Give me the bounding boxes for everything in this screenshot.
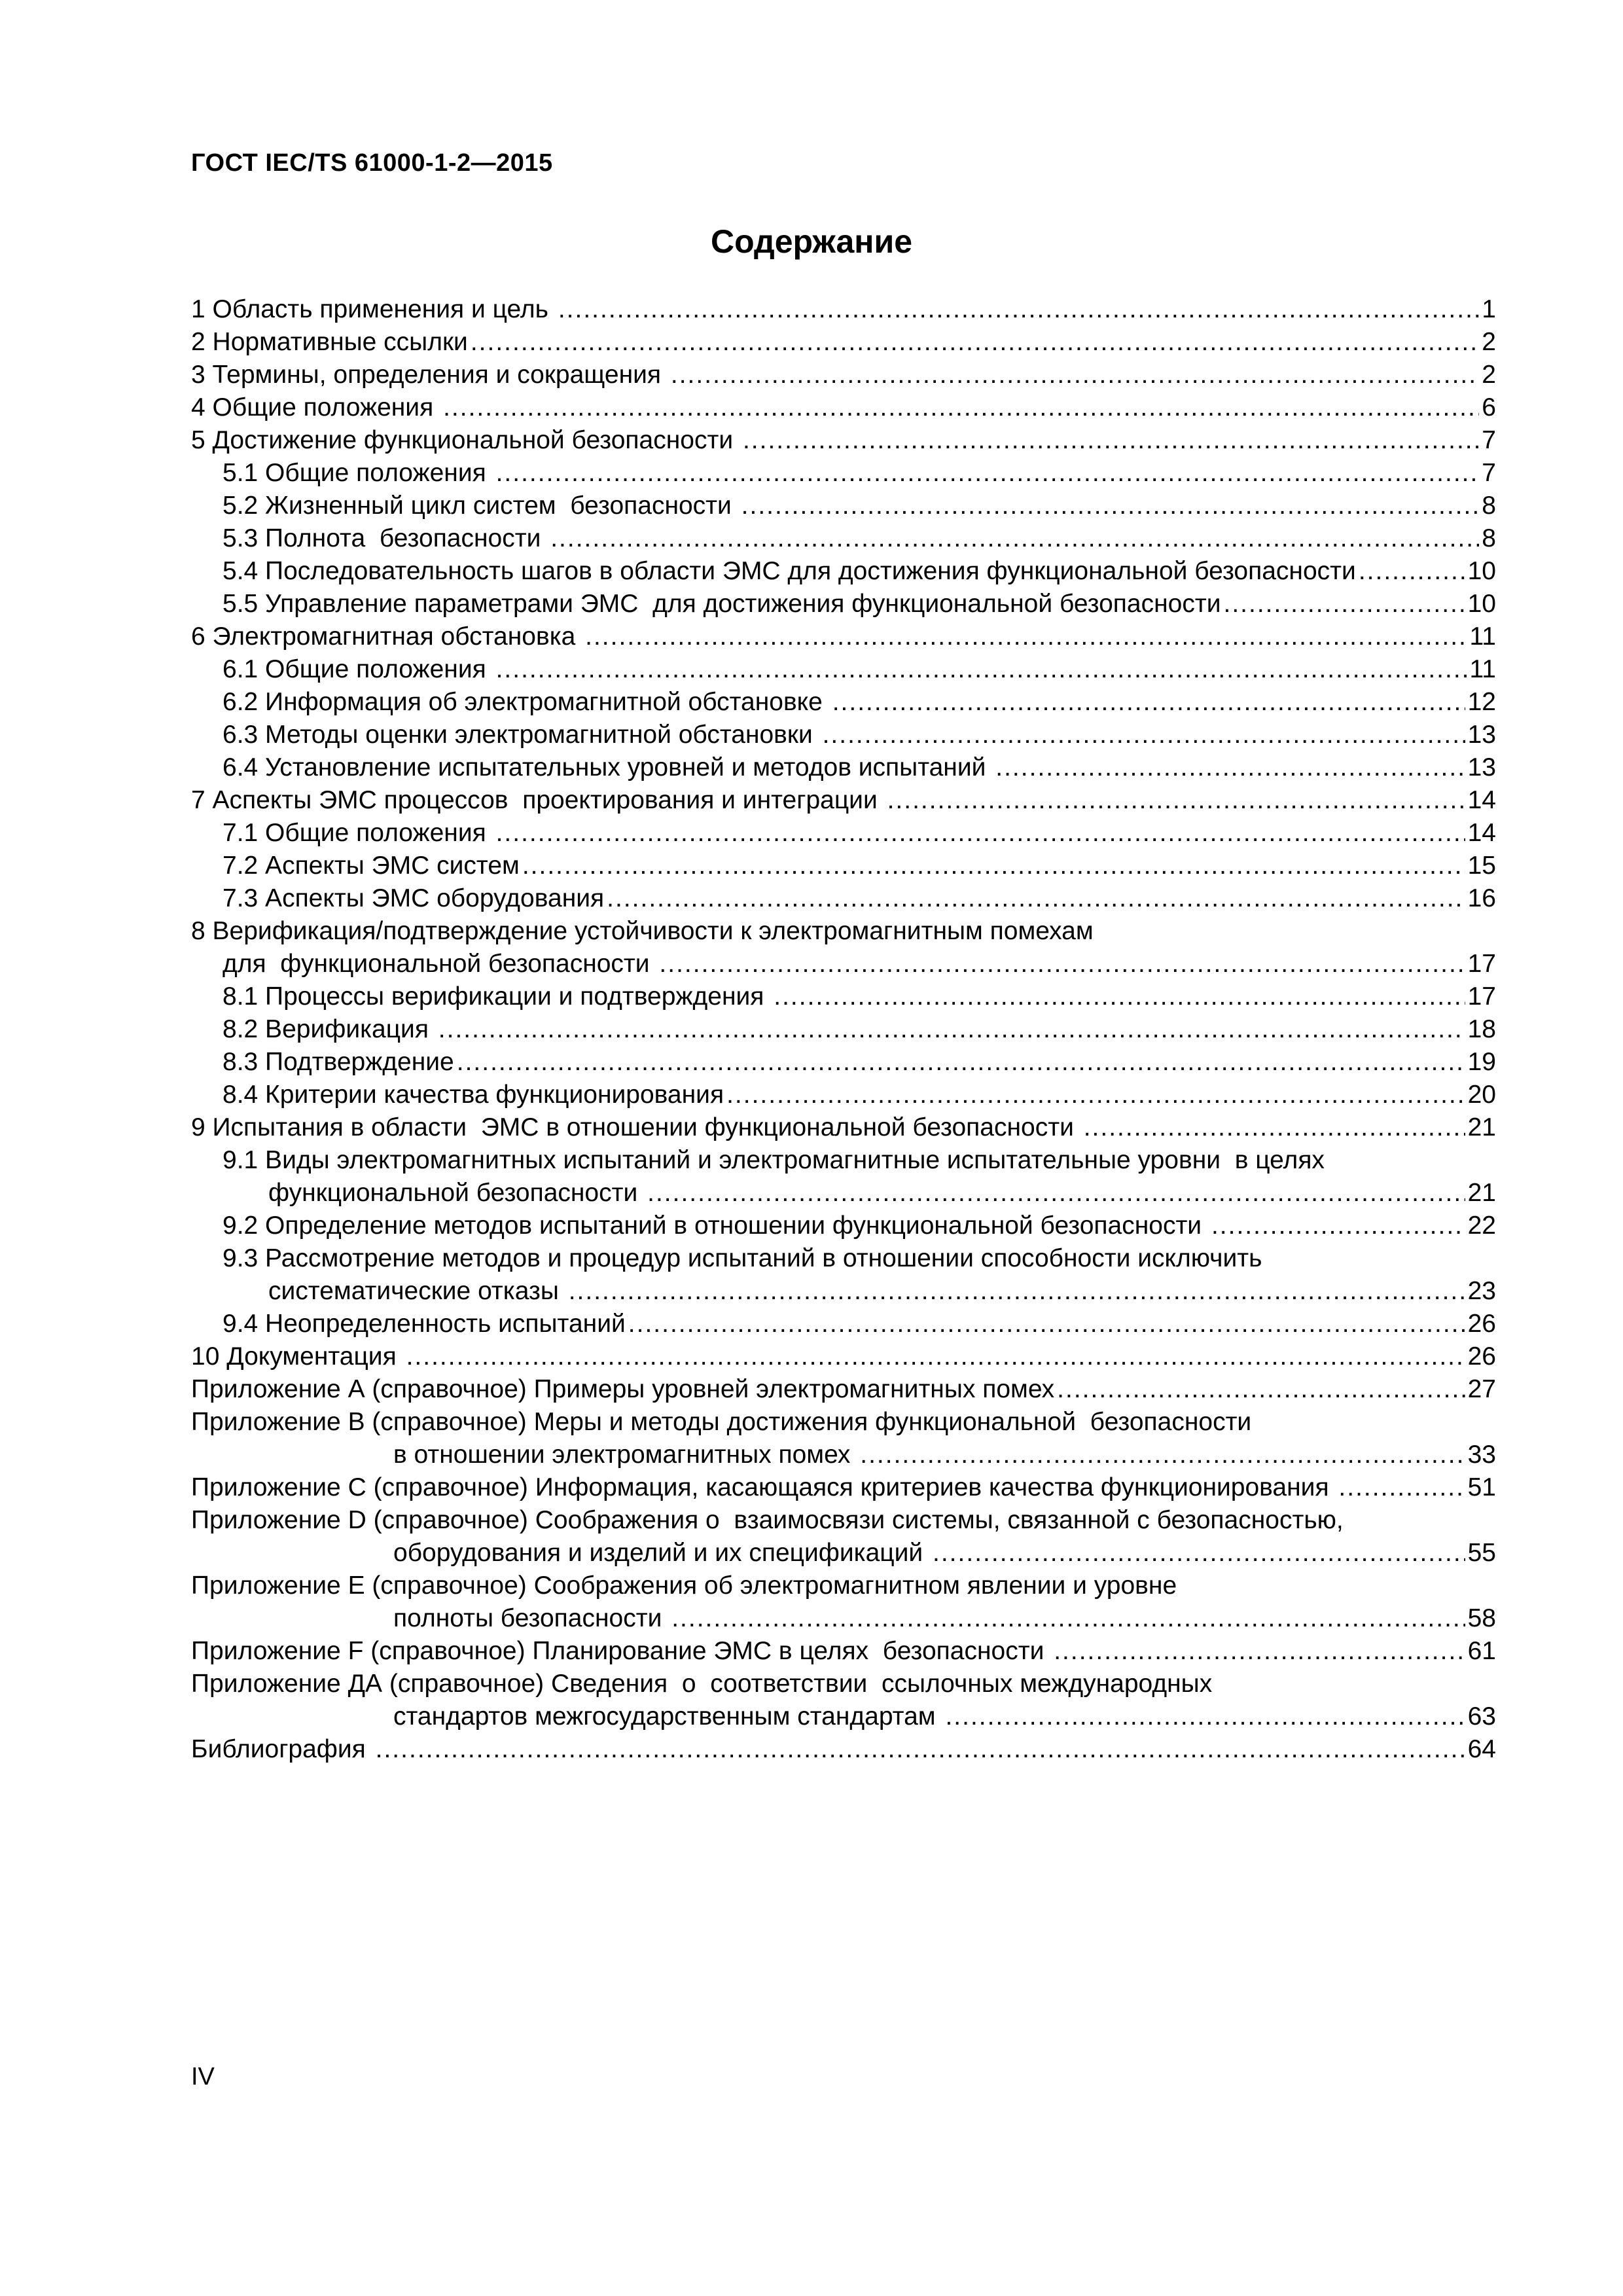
toc-entry-title: 7.1 Общие положения xyxy=(223,819,493,847)
toc-entry-title: в отношении электромагнитных помех xyxy=(393,1441,858,1469)
toc-dot-leader xyxy=(671,359,1479,391)
toc-entry-title: 9.1 Виды электромагнитных испытаний и электромагнитные испытательные уровни в целях xyxy=(223,1146,1325,1174)
toc-entry[interactable] xyxy=(191,719,1496,751)
toc-entry-title: 6.1 Общие положения xyxy=(223,655,493,683)
toc-entry-page: 14 xyxy=(1467,819,1496,847)
toc-dot-leader xyxy=(471,326,1479,359)
toc-entry[interactable] xyxy=(191,522,1496,555)
toc-entry[interactable] xyxy=(191,1046,1496,1079)
toc-dot-leader xyxy=(726,1079,1465,1111)
toc-entry-title: 5.5 Управление параметрами ЭМС для достижения функциональной безопасности xyxy=(223,590,1221,618)
toc-dot-leader xyxy=(496,457,1480,490)
toc-entry-title: 8.3 Подтверждение xyxy=(223,1048,454,1076)
toc-entry[interactable] xyxy=(191,1275,1496,1308)
toc-entry[interactable] xyxy=(191,1373,1496,1406)
toc-entry[interactable] xyxy=(191,1733,1496,1766)
toc-entry-page: 23 xyxy=(1467,1277,1496,1305)
toc-entry[interactable] xyxy=(191,1340,1496,1373)
toc-entry[interactable] xyxy=(191,850,1496,882)
page-number: IV xyxy=(191,2063,215,2090)
toc-entry[interactable] xyxy=(191,293,1496,326)
toc-entry-page: 7 xyxy=(1482,426,1496,454)
toc-dot-leader xyxy=(741,490,1480,522)
toc-dot-leader xyxy=(659,948,1465,980)
toc-entry-page: 51 xyxy=(1467,1473,1496,1501)
toc-entry-title: 5.3 Полнота безопасности xyxy=(223,524,548,552)
toc-entry-title: систематические отказы xyxy=(268,1277,566,1305)
toc-entry[interactable] xyxy=(191,555,1496,588)
toc-entry-page: 2 xyxy=(1482,361,1496,389)
toc-entry-page: 26 xyxy=(1467,1342,1496,1371)
toc-entry-title: 1 Область применения и цель xyxy=(191,295,556,323)
toc-entry-title: 7 Аспекты ЭМС процессов проектирования и интеграции xyxy=(191,786,885,814)
toc-entry-title: 5.4 Последовательность шагов в области ЭМС для достижения функциональной безопасности xyxy=(223,557,1356,585)
toc-entry-page: 10 xyxy=(1467,557,1496,585)
toc-entry-page: 14 xyxy=(1467,786,1496,814)
toc-entry[interactable] xyxy=(191,457,1496,490)
toc-entry-title: 6.2 Информация об электромагнитной обстановке xyxy=(223,688,830,716)
toc-dot-leader xyxy=(1084,1111,1465,1144)
toc-entry-title: 6 Электромагнитная обстановка xyxy=(191,622,583,651)
toc-dot-leader xyxy=(671,1602,1465,1635)
toc-entry-title: 4 Общие положения xyxy=(191,393,441,422)
toc-entry-title: оборудования и изделий и их спецификаций xyxy=(393,1539,931,1567)
toc-entry-title: 6.3 Методы оценки электромагнитной обстановки xyxy=(223,721,820,749)
toc-entry[interactable] xyxy=(191,490,1496,522)
toc-entry-title: 9.4 Неопределенность испытаний xyxy=(223,1310,626,1338)
toc-entry[interactable] xyxy=(191,1602,1496,1635)
toc-entry[interactable] xyxy=(191,1111,1496,1144)
toc-entry[interactable] xyxy=(191,1504,1496,1537)
toc-entry-page: 6 xyxy=(1482,393,1496,422)
toc-entry-page: 8 xyxy=(1482,524,1496,552)
toc-entry-title: Приложение С (справочное) Информация, касающаяся критериев качества функционирования xyxy=(191,1473,1336,1501)
page-title: Содержание xyxy=(710,223,913,260)
toc-dot-leader xyxy=(1224,588,1465,620)
toc-entry-page: 18 xyxy=(1467,1015,1496,1043)
table-of-contents xyxy=(191,293,1496,1766)
toc-entry[interactable] xyxy=(191,686,1496,719)
toc-dot-leader xyxy=(585,620,1467,653)
toc-entry-page: 20 xyxy=(1467,1081,1496,1109)
toc-entry[interactable] xyxy=(191,948,1496,980)
toc-entry-title: полноты безопасности xyxy=(393,1604,669,1632)
toc-entry[interactable] xyxy=(191,751,1496,784)
toc-entry-title: 9.2 Определение методов испытаний в отношении функциональной безопасности xyxy=(223,1211,1209,1240)
toc-entry-page: 13 xyxy=(1467,721,1496,749)
toc-entry[interactable] xyxy=(191,1210,1496,1242)
toc-entry-title: 8 Верификация/подтверждение устойчивости к электромагнитным помехам xyxy=(191,917,1094,945)
toc-entry-page: 17 xyxy=(1467,982,1496,1011)
toc-entry-title: стандартов межгосударственным стандартам xyxy=(393,1702,943,1731)
toc-entry-title: 9 Испытания в области ЭМС в отношении функциональной безопасности xyxy=(191,1113,1081,1141)
toc-entry-title: 5.2 Жизненный цикл систем безопасности xyxy=(223,492,739,520)
toc-entry-title: 9.3 Рассмотрение методов и процедур испытаний в отношении способности исключить xyxy=(223,1244,1262,1272)
toc-entry-page: 17 xyxy=(1467,950,1496,978)
toc-dot-leader xyxy=(1057,1373,1465,1406)
toc-dot-leader xyxy=(647,1177,1465,1210)
toc-entry[interactable] xyxy=(191,817,1496,850)
toc-dot-leader xyxy=(438,1013,1465,1046)
toc-entry-title: функциональной безопасности xyxy=(268,1179,645,1207)
toc-entry-title: для функциональной безопасности xyxy=(223,950,657,978)
toc-entry-title: Приложение А (справочное) Примеры уровней электромагнитных помех xyxy=(191,1375,1055,1403)
toc-entry-title: 5 Достижение функциональной безопасности xyxy=(191,426,740,454)
toc-entry[interactable] xyxy=(191,588,1496,620)
toc-entry-page: 33 xyxy=(1467,1441,1496,1469)
toc-entry-title: 7.2 Аспекты ЭМС систем xyxy=(223,852,520,880)
toc-entry-page: 22 xyxy=(1467,1211,1496,1240)
toc-entry-title: 8.2 Верификация xyxy=(223,1015,436,1043)
toc-entry-title: Библиография xyxy=(191,1735,373,1763)
toc-entry-page: 21 xyxy=(1467,1179,1496,1207)
toc-dot-leader xyxy=(496,653,1467,686)
toc-dot-leader xyxy=(933,1537,1465,1570)
toc-dot-leader xyxy=(823,719,1465,751)
toc-dot-leader xyxy=(887,784,1465,817)
toc-dot-leader xyxy=(1338,1471,1465,1504)
toc-entry-title: 10 Документация xyxy=(191,1342,404,1371)
toc-dot-leader xyxy=(457,1046,1465,1079)
toc-entry-title: Приложение ДА (справочное) Сведения о соответствии ссылочных международных xyxy=(191,1670,1213,1698)
toc-entry[interactable] xyxy=(191,1242,1496,1275)
toc-entry[interactable] xyxy=(191,1013,1496,1046)
toc-entry-page: 64 xyxy=(1467,1735,1496,1763)
toc-entry[interactable] xyxy=(191,1668,1496,1700)
toc-entry[interactable] xyxy=(191,1471,1496,1504)
toc-entry[interactable] xyxy=(191,424,1496,457)
toc-entry[interactable] xyxy=(191,326,1496,359)
toc-entry-page: 2 xyxy=(1482,328,1496,356)
toc-entry[interactable] xyxy=(191,980,1496,1013)
toc-dot-leader xyxy=(743,424,1479,457)
toc-entry[interactable] xyxy=(191,620,1496,653)
toc-entry[interactable] xyxy=(191,1308,1496,1340)
toc-entry[interactable] xyxy=(191,882,1496,915)
toc-entry-page: 61 xyxy=(1467,1637,1496,1665)
toc-entry-page: 13 xyxy=(1467,753,1496,781)
toc-entry-page: 7 xyxy=(1482,459,1496,487)
toc-dot-leader xyxy=(522,850,1465,882)
toc-entry-page: 8 xyxy=(1482,492,1496,520)
toc-dot-leader xyxy=(607,882,1465,915)
toc-dot-leader xyxy=(1359,555,1465,588)
toc-entry-title: 8.1 Процессы верификации и подтверждения xyxy=(223,982,772,1011)
toc-entry-title: 7.3 Аспекты ЭМС оборудования xyxy=(223,884,605,912)
toc-entry-page: 58 xyxy=(1467,1604,1496,1632)
toc-entry-page: 12 xyxy=(1467,688,1496,716)
toc-entry-page: 16 xyxy=(1467,884,1496,912)
toc-entry[interactable] xyxy=(191,359,1496,391)
toc-dot-leader xyxy=(1054,1635,1465,1668)
toc-dot-leader xyxy=(1211,1210,1465,1242)
toc-dot-leader xyxy=(860,1439,1465,1471)
toc-entry-title: Приложение В (справочное) Меры и методы достижения функциональной безопасности xyxy=(191,1408,1252,1436)
toc-dot-leader xyxy=(443,391,1479,424)
toc-dot-leader xyxy=(496,817,1465,850)
toc-entry-page: 27 xyxy=(1467,1375,1496,1403)
toc-dot-leader xyxy=(945,1700,1465,1733)
document-code-header: ГОСТ IEC/TS 61000-1-2—2015 xyxy=(191,149,553,177)
toc-entry[interactable] xyxy=(191,391,1496,424)
toc-dot-leader xyxy=(550,522,1479,555)
toc-dot-leader xyxy=(832,686,1465,719)
toc-entry-page: 63 xyxy=(1467,1702,1496,1731)
toc-entry-page: 26 xyxy=(1467,1310,1496,1338)
toc-entry-title: Приложение D (справочное) Соображения о взаимосвязи системы, связанной с безопасностью, xyxy=(191,1506,1344,1534)
toc-entry-title: 5.1 Общие положения xyxy=(223,459,493,487)
toc-dot-leader xyxy=(376,1733,1465,1766)
toc-dot-leader xyxy=(569,1275,1465,1308)
toc-entry-page: 11 xyxy=(1469,655,1496,683)
toc-entry-title: 3 Термины, определения и сокращения xyxy=(191,361,668,389)
toc-entry-page: 55 xyxy=(1467,1539,1496,1567)
toc-entry[interactable] xyxy=(191,915,1496,948)
toc-entry-page: 11 xyxy=(1469,622,1496,651)
toc-dot-leader xyxy=(995,751,1465,784)
toc-entry-title: 2 Нормативные ссылки xyxy=(191,328,468,356)
toc-entry-page: 10 xyxy=(1467,590,1496,618)
toc-dot-leader xyxy=(628,1308,1465,1340)
toc-entry[interactable] xyxy=(191,1406,1496,1439)
toc-entry[interactable] xyxy=(191,1177,1496,1210)
toc-dot-leader xyxy=(774,980,1465,1013)
toc-entry[interactable] xyxy=(191,1144,1496,1177)
toc-entry[interactable] xyxy=(191,1079,1496,1111)
toc-entry-page: 19 xyxy=(1467,1048,1496,1076)
toc-entry-page: 21 xyxy=(1467,1113,1496,1141)
toc-entry-title: 8.4 Критерии качества функционирования xyxy=(223,1081,724,1109)
toc-entry[interactable] xyxy=(191,784,1496,817)
toc-entry-title: 6.4 Установление испытательных уровней и методов испытаний xyxy=(223,753,993,781)
toc-entry[interactable] xyxy=(191,1439,1496,1471)
toc-entry[interactable] xyxy=(191,1700,1496,1733)
toc-entry-title: Приложение F (справочное) Планирование ЭМС в целях безопасности xyxy=(191,1637,1052,1665)
toc-entry-title: Приложение Е (справочное) Соображения об электромагнитном явлении и уровне xyxy=(191,1571,1177,1600)
toc-entry-page: 15 xyxy=(1467,852,1496,880)
toc-entry[interactable] xyxy=(191,1570,1496,1602)
toc-dot-leader xyxy=(406,1340,1465,1373)
toc-entry[interactable] xyxy=(191,1635,1496,1668)
toc-dot-leader xyxy=(558,293,1479,326)
toc-entry-page: 1 xyxy=(1482,295,1496,323)
toc-entry[interactable] xyxy=(191,653,1496,686)
toc-entry[interactable] xyxy=(191,1537,1496,1570)
